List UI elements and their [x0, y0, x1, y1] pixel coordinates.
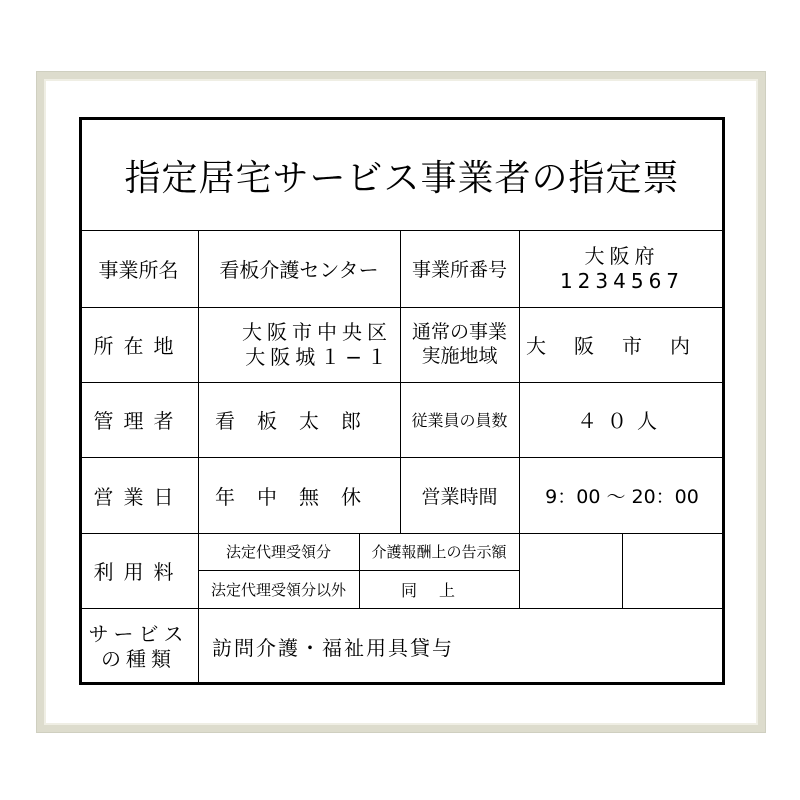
- service-type-label-line1: サービス: [88, 621, 189, 646]
- value-manager: 看板太郎: [215, 409, 383, 433]
- label-service-type: [79, 608, 198, 685]
- value-office-name: 看板介護センター: [219, 258, 379, 282]
- service-area-label-line1: 通常の事業: [411, 320, 507, 343]
- label-manager: 管理者: [93, 409, 184, 433]
- label-business-days: 営業日: [93, 484, 184, 509]
- value-service-area: 大阪市内: [526, 334, 718, 358]
- sign-board: [79, 117, 725, 685]
- value-service-type: 訪問介護・福祉用具貸与: [212, 636, 454, 660]
- value-business-days: 年中無休: [215, 484, 383, 509]
- address-line2: 大阪城１−１: [245, 344, 392, 369]
- fee-col-divider: [622, 533, 623, 608]
- address-line1: 大阪市中央区: [242, 319, 392, 344]
- fee-category-other: 法定代理受領分以外: [210, 580, 346, 599]
- label-service-area: [400, 307, 519, 382]
- service-type-label-line2: の種類: [101, 646, 176, 671]
- label-fees: 利用料: [93, 560, 184, 584]
- fee-value-other: 同上: [400, 580, 477, 600]
- label-business-hours: 営業時間: [421, 485, 498, 508]
- fee-value-statutory: 介護報酬上の告示額: [371, 543, 507, 561]
- info-table: [79, 230, 725, 685]
- sign-title: 指定居宅サービス事業者の指定票: [124, 157, 680, 199]
- label-staff-count: 従業員の員数: [411, 411, 508, 430]
- label-office-number: 事業所番号: [411, 259, 507, 281]
- value-office-number: [519, 230, 725, 307]
- fee-category-statutory: 法定代理受領分: [225, 543, 331, 561]
- value-business-hours: 9：00 〜 20：00: [545, 485, 699, 508]
- label-office-name: 事業所名: [98, 258, 179, 282]
- label-address: 所在地: [93, 334, 184, 358]
- service-area-label-line2: 実施地域: [421, 344, 498, 367]
- value-staff-count: ４０人: [577, 409, 667, 433]
- office-number-code: 1234567: [559, 268, 685, 293]
- office-number-prefecture: 大阪府: [584, 243, 660, 268]
- value-address: [198, 307, 400, 382]
